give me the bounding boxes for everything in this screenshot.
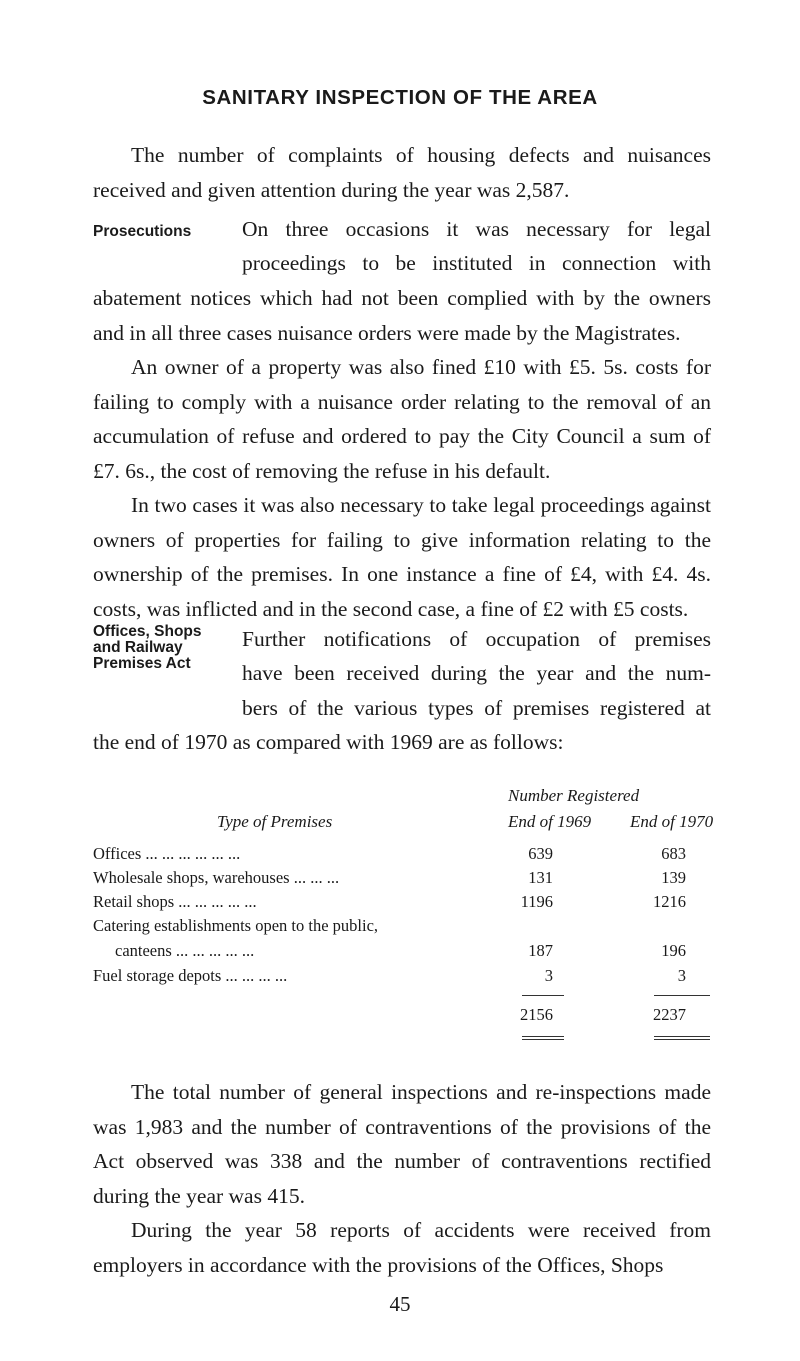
page-number: 45 (389, 1292, 411, 1316)
paragraph-legal-proceedings: In two cases it was also necessary to take legal proceedings against owners of properties for failing to give information relating to the ownership of the premises. In one instance a fine of £4, with £4. 4s. costs, was inflicted and in the second case, a fine of £2 with £5 costs. (93, 493, 711, 621)
row-value-1970: 683 (661, 844, 686, 863)
row-value-1969: 3 (544, 966, 553, 985)
table-row (93, 892, 743, 916)
row-label: canteens ... ... ... ... ... (115, 941, 255, 960)
total-double-rule-1970-a (654, 1036, 710, 1037)
side-heading-line-1: Offices, Shops (93, 623, 202, 640)
subtotal-rule-1970 (654, 995, 710, 996)
row-label: Fuel storage depots ... ... ... ... (93, 966, 288, 985)
row-value-1970: 3 (677, 966, 686, 985)
table-row (93, 941, 743, 965)
side-heading-prosecutions: Prosecutions (93, 223, 192, 240)
row-value-1969: 187 (528, 941, 553, 960)
total-double-rule-1969-a (522, 1036, 564, 1037)
paragraph-accidents: During the year 58 reports of accidents were received from employers in accordance with the provisions of the Offices, Shops (93, 1218, 711, 1277)
prosecutions-line-1: On three occasions it was necessary for legal (242, 217, 711, 241)
table-row (93, 966, 743, 990)
total-double-rule-1969-b (522, 1039, 564, 1040)
table-row (93, 868, 743, 892)
row-value-1969: 131 (528, 868, 553, 887)
paragraph-complaints: The number of complaints of housing defects and nuisances received and given attention during the year was 2,587. (93, 143, 711, 202)
side-heading-offices-act (93, 624, 202, 672)
side-heading-line-2: and Railway (93, 639, 183, 656)
side-heading-line-3: Premises Act (93, 655, 191, 672)
table-header-type: Type of Premises (217, 812, 333, 831)
row-value-1969: 1196 (520, 892, 553, 911)
total-1969: 2156 (520, 1005, 553, 1024)
table-row (93, 916, 743, 940)
row-label: Retail shops ... ... ... ... ... (93, 892, 257, 911)
table-header-1970: End of 1970 (630, 812, 714, 831)
table-header-1969: End of 1969 (508, 812, 592, 831)
row-value-1970: 139 (661, 868, 686, 887)
page-title: SANITARY INSPECTION OF THE AREA (202, 86, 598, 109)
prosecutions-paragraph-rest: abatement notices which had not been complied with by the owners and in all three cases nuisance orders were made by the Magistrates. (93, 286, 711, 345)
row-label: Wholesale shops, warehouses ... ... ... (93, 868, 340, 887)
prosecutions-line-2: proceedings to be instituted in connection with (242, 251, 711, 275)
offices-line-4: the end of 1970 as compared with 1969 are as follows: (93, 730, 564, 754)
paragraph-owner-fined: An owner of a property was also fined £10 with £5. 5s. costs for failing to comply with a nuisance order relating to the removal of an accumulation of refuse and ordered to pay the City Council a sum of £7. 6s., the cost of removing the refuse in his default. (93, 355, 711, 483)
row-value-1970: 196 (661, 941, 686, 960)
offices-line-3: bers of the various types of premises registered at (242, 696, 711, 720)
row-label: Offices ... ... ... ... ... ... (93, 844, 241, 863)
total-double-rule-1970-b (654, 1039, 710, 1040)
total-1970: 2237 (653, 1005, 686, 1024)
subtotal-rule-1969 (522, 995, 564, 996)
offices-line-2: have been received during the year and the num- (242, 661, 711, 685)
table-row (93, 844, 743, 868)
row-value-1969: 639 (528, 844, 553, 863)
paragraph-inspections: The total number of general inspections and re-inspections made was 1,983 and the number of contraventions of the provisions of the Act observed was 338 and the number of contraventions rectified during the year was 415. (93, 1080, 711, 1208)
table-total-row (93, 1005, 743, 1029)
table-group-header: Number Registered (508, 786, 640, 805)
offices-line-1: Further notifications of occupation of premises (242, 627, 711, 651)
row-value-1970: 1216 (653, 892, 686, 911)
row-label: Catering establishments open to the public, (93, 916, 379, 935)
